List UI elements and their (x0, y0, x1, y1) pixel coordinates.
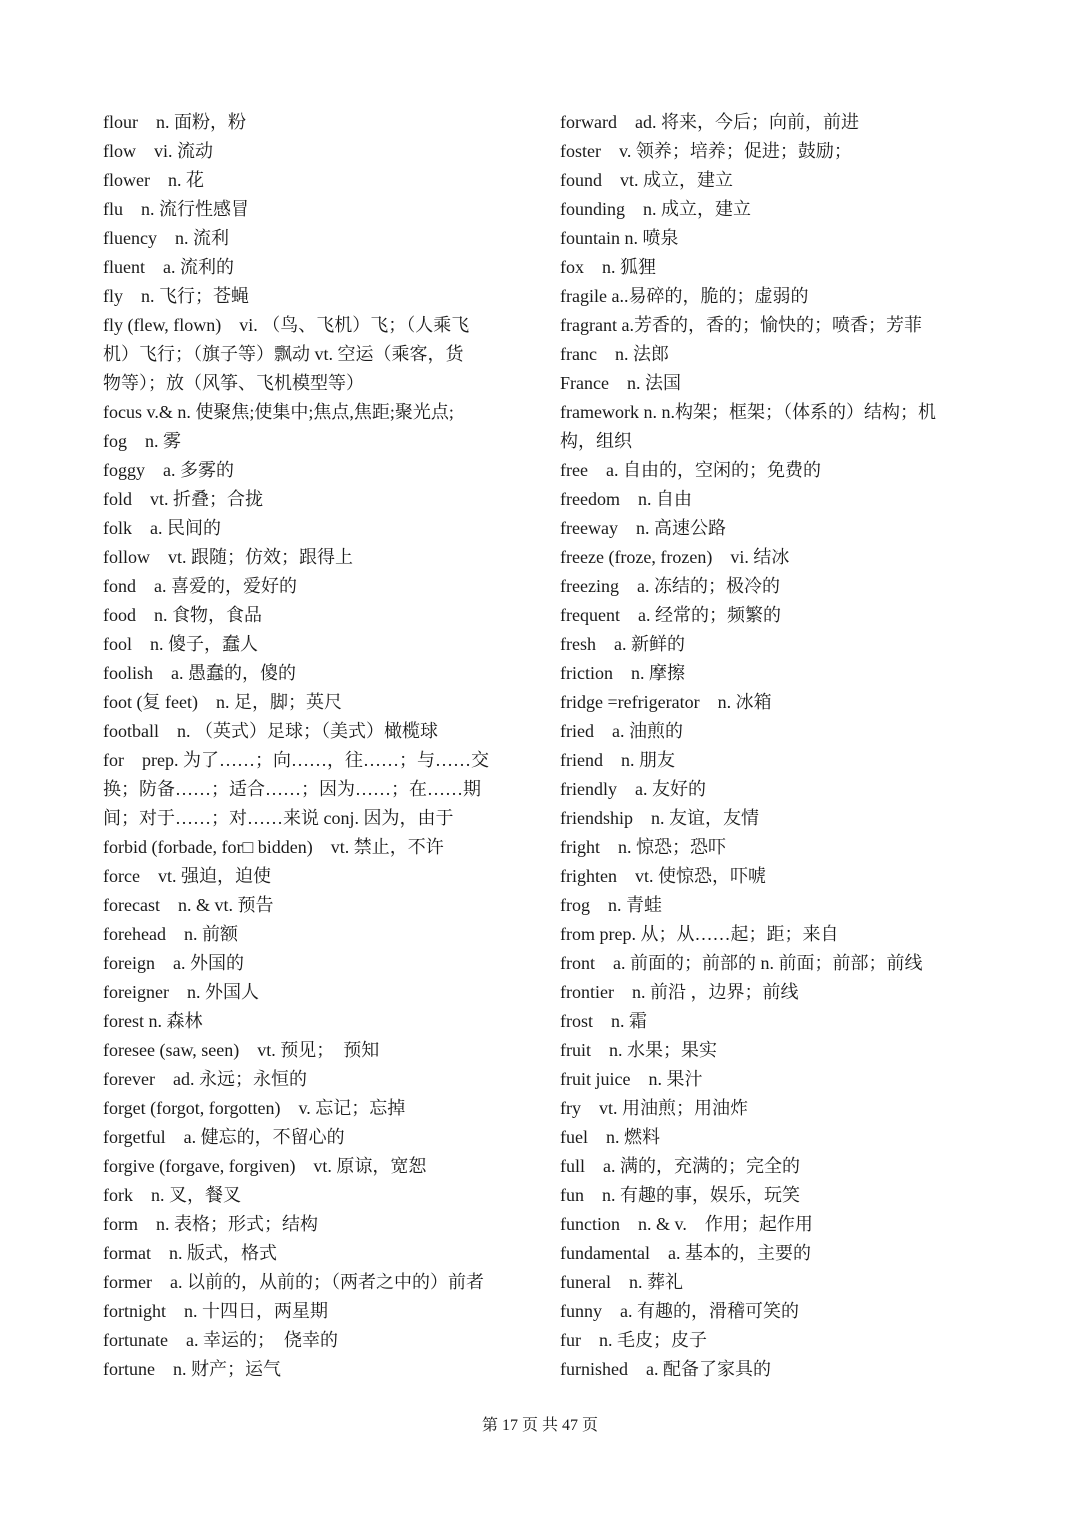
entry-line: forest n. 森林 (103, 1011, 203, 1031)
entry-line: forehead n. 前额 (103, 924, 238, 944)
entry-line: fundamental a. 基本的，主要的 (560, 1243, 811, 1263)
entry-line: freeze (froze, frozen) vi. 结冰 (560, 547, 790, 567)
entry-line: fragile a..易碎的，脆的；虚弱的 (560, 286, 809, 306)
entry-line: 间；对于……；对……来说 conj. 因为，由于 (103, 808, 454, 828)
entry-line: fragrant a.芳香的，香的；愉快的；喷香；芳菲 (560, 315, 922, 335)
entry-line: fridge =refrigerator n. 冰箱 (560, 692, 772, 712)
entry-line: full a. 满的，充满的；完全的 (560, 1156, 800, 1176)
entry-line: found vt. 成立，建立 (560, 170, 733, 190)
entry-line: furnished a. 配备了家具的 (560, 1359, 771, 1379)
entry-line: frog n. 青蛙 (560, 895, 662, 915)
entry-line: fool n. 傻子，蠢人 (103, 634, 258, 654)
entry-line: forecast n. & vt. 预告 (103, 895, 274, 915)
entry-line: football n. （英式）足球；（美式）橄榄球 (103, 721, 438, 741)
entry-line: fond a. 喜爱的，爱好的 (103, 576, 297, 596)
entry-line: 换；防备……；适合……；因为……；在……期 (103, 779, 481, 799)
entry-line: fountain n. 喷泉 (560, 228, 679, 248)
entry-line: friendly a. 友好的 (560, 779, 706, 799)
entry-line: fun n. 有趣的事，娱乐，玩笑 (560, 1185, 800, 1205)
entry-line: frontier n. 前沿 ，边界；前线 (560, 982, 799, 1002)
entry-line: flower n. 花 (103, 170, 204, 190)
entry-line: force vt. 强迫，迫使 (103, 866, 271, 886)
entry-line: foresee (saw, seen) vt. 预见； 预知 (103, 1040, 380, 1060)
entry-line: form n. 表格；形式；结构 (103, 1214, 318, 1234)
entry-line: fly (flew, flown) vi. （鸟、飞机）飞；（人乘飞 (103, 315, 470, 335)
entry-line: for prep. 为了……；向……，往……；与……交 (103, 750, 489, 770)
entry-line: fry vt. 用油煎；用油炸 (560, 1098, 748, 1118)
entry-line: fruit juice n. 果汁 (560, 1069, 703, 1089)
right-column (560, 108, 972, 1384)
page-number-footer: 第 17 页 共 47 页 (481, 1417, 598, 1434)
left-column (103, 108, 525, 1384)
entry-line: folk a. 民间的 (103, 518, 221, 538)
entry-line: 构，组织 (560, 431, 632, 451)
entry-line: foot (复 feet) n. 足，脚；英尺 (103, 692, 342, 712)
entry-line: foreigner n. 外国人 (103, 982, 259, 1002)
entry-line: friendship n. 友谊，友情 (560, 808, 759, 828)
entry-line: frequent a. 经常的；频繁的 (560, 605, 781, 625)
entry-line: function n. & v. 作用；起作用 (560, 1214, 813, 1234)
entry-line: founding n. 成立，建立 (560, 199, 751, 219)
entry-line: foreign a. 外国的 (103, 953, 244, 973)
entry-line: fortunate a. 幸运的； 侥幸的 (103, 1330, 338, 1350)
entry-line: forever ad. 永远；永恒的 (103, 1069, 307, 1089)
entry-line: flow vi. 流动 (103, 141, 213, 161)
entry-line: former a. 以前的，从前的；（两者之中的）前者 (103, 1272, 484, 1292)
entry-line: foggy a. 多雾的 (103, 460, 234, 480)
entry-line: fork n. 叉，餐叉 (103, 1185, 241, 1205)
entry-line: fox n. 狐狸 (560, 257, 656, 277)
entry-line: forward ad. 将来，今后；向前，前进 (560, 112, 859, 132)
entry-line: freedom n. 自由 (560, 489, 692, 509)
entry-line: friction n. 摩擦 (560, 663, 685, 683)
entry-line: flu n. 流行性感冒 (103, 199, 249, 219)
entry-line: frighten vt. 使惊恐，吓唬 (560, 866, 766, 886)
entry-line: friend n. 朋友 (560, 750, 675, 770)
entry-line: fur n. 毛皮；皮子 (560, 1330, 707, 1350)
entry-line: 机）飞行；（旗子等）飘动 vt. 空运（乘客，货 (103, 344, 464, 364)
entry-line: fruit n. 水果；果实 (560, 1040, 717, 1060)
entry-line: fuel n. 燃料 (560, 1127, 660, 1147)
entry-line: fresh a. 新鲜的 (560, 634, 685, 654)
entry-line: format n. 版式，格式 (103, 1243, 277, 1263)
entry-line: front a. 前面的；前部的 n. 前面；前部；前线 (560, 953, 923, 973)
entry-line: framework n. n.构架；框架；（体系的）结构；机 (560, 402, 936, 422)
entry-line: from prep. 从；从……起；距；来自 (560, 924, 839, 944)
entry-line: food n. 食物，食品 (103, 605, 262, 625)
entry-line: fog n. 雾 (103, 431, 181, 451)
entry-line: fortnight n. 十四日，两星期 (103, 1301, 328, 1321)
entry-line: freeway n. 高速公路 (560, 518, 726, 538)
entry-line: foolish a. 愚蠢的，傻的 (103, 663, 296, 683)
entry-line: focus v.& n. 使聚焦;使集中;焦点,焦距;聚光点; (103, 402, 454, 422)
entry-line: fortune n. 财产；运气 (103, 1359, 281, 1379)
entry-line: funeral n. 葬礼 (560, 1272, 683, 1292)
entry-line: 物等）；放（风筝、飞机模型等） (103, 373, 364, 393)
entry-line: France n. 法国 (560, 373, 681, 393)
entry-line: freezing a. 冻结的；极冷的 (560, 576, 780, 596)
entry-line: forbid (forbade, for□ bidden) vt. 禁止，不许 (103, 837, 444, 857)
entry-line: forget (forgot, forgotten) v. 忘记；忘掉 (103, 1098, 406, 1118)
entry-line: frost n. 霜 (560, 1011, 647, 1031)
entry-line: franc n. 法郎 (560, 344, 669, 364)
entry-line: foster v. 领养；培养；促进；鼓励； (560, 141, 852, 161)
entry-line: funny a. 有趣的，滑稽可笑的 (560, 1301, 799, 1321)
entry-line: flour n. 面粉，粉 (103, 112, 246, 132)
entry-line: free a. 自由的，空闲的；免费的 (560, 460, 821, 480)
entry-line: fly n. 飞行；苍蝇 (103, 286, 249, 306)
entry-line: fried a. 油煎的 (560, 721, 683, 741)
entry-line: fright n. 惊恐；恐吓 (560, 837, 726, 857)
entry-line: follow vt. 跟随；仿效；跟得上 (103, 547, 353, 567)
entry-line: forgive (forgave, forgiven) vt. 原谅，宽恕 (103, 1156, 427, 1176)
entry-line: fold vt. 折叠；合拢 (103, 489, 263, 509)
entry-line: fluency n. 流利 (103, 228, 229, 248)
entry-line: fluent a. 流利的 (103, 257, 234, 277)
entry-line: forgetful a. 健忘的，不留心的 (103, 1127, 345, 1147)
